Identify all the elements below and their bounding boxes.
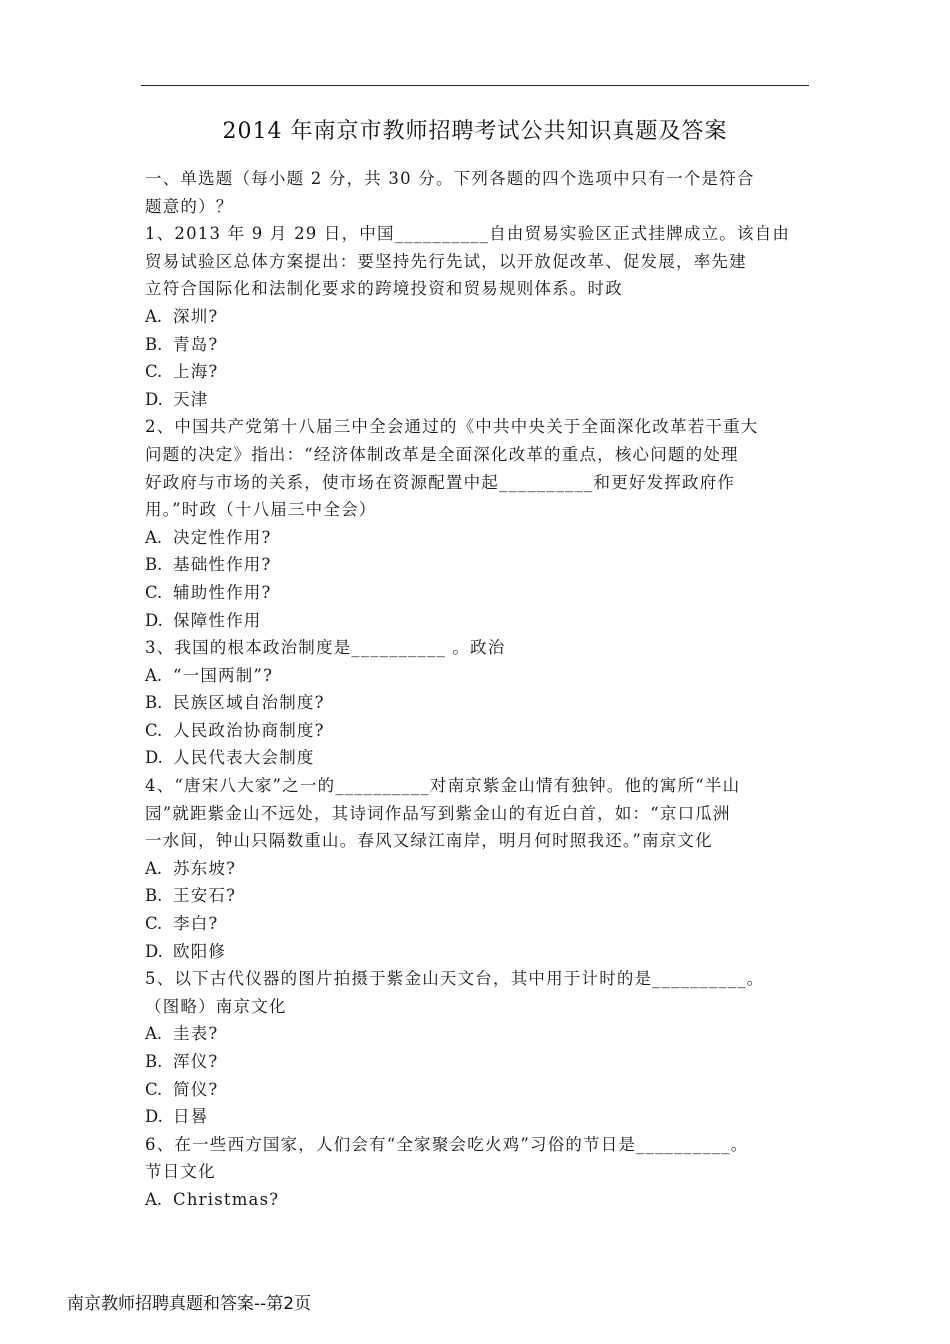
question-4 — [145, 772, 810, 965]
document-body — [145, 165, 810, 1214]
option-letter: C. — [145, 720, 163, 740]
question-text-line: 5、以下古代仪器的图片拍摄于紫金山天文台，其中用于计时的是__________。 — [145, 969, 765, 989]
question-text-line: 立符合国际化和法制化要求的跨境投资和贸易规则体系。时政 — [145, 279, 623, 299]
question-text-line: 一水间，钟山只隔数重山。春风又绿江南岸，明月何时照我还。”南京文化 — [145, 831, 713, 851]
option-letter: B. — [145, 886, 163, 906]
option-b — [145, 551, 810, 579]
question-text-line: 4、“唐宋八大家”之一的__________对南京紫金山情有独钟。他的寓所“半山 — [145, 776, 741, 796]
option-d — [145, 744, 810, 772]
option-text: 浑仪? — [173, 1052, 219, 1071]
option-letter: D. — [145, 389, 163, 409]
option-letter: D. — [145, 748, 163, 768]
option-b — [145, 689, 810, 717]
option-text: 欧阳修 — [173, 941, 227, 961]
question-6 — [145, 1131, 810, 1214]
question-text-line: 3、我国的根本政治制度是__________ 。政治 — [145, 638, 506, 658]
question-text-line: 用。”时政（十八届三中全会） — [145, 500, 377, 520]
option-letter: D. — [145, 1107, 163, 1127]
option-a — [145, 524, 810, 552]
document-title: 2014 年南京市教师招聘考试公共知识真题及答案 — [222, 119, 728, 144]
option-c — [145, 579, 810, 607]
option-text: 李白? — [173, 914, 219, 934]
question-text-line: 好政府与市场的关系，使市场在资源配置中起__________和更好发挥政府作 — [145, 472, 736, 492]
question-3 — [145, 634, 810, 772]
option-letter: B. — [145, 1052, 163, 1071]
option-a — [145, 1020, 810, 1048]
option-text: 决定性作用? — [173, 527, 272, 547]
question-5 — [145, 965, 810, 1131]
question-text-line: 2、中国共产党第十八届三中全会通过的《中共中央关于全面深化改革若干重大 — [145, 417, 759, 437]
option-letter: A. — [145, 858, 163, 878]
header-rule — [141, 85, 809, 86]
option-letter: C. — [145, 582, 163, 602]
option-text: 保障性作用 — [173, 610, 262, 630]
question-text-line: 节日文化 — [145, 1162, 216, 1182]
option-a — [145, 662, 810, 690]
question-text-line: （图略）南京文化 — [145, 996, 287, 1016]
section-heading-line: 题意的）？ — [145, 196, 234, 216]
option-text: 深圳? — [173, 306, 219, 326]
option-d — [145, 938, 810, 966]
option-letter: D. — [145, 610, 163, 630]
option-letter: A. — [145, 527, 163, 547]
option-b — [145, 331, 810, 359]
option-text: 圭表? — [173, 1024, 219, 1044]
option-a — [145, 303, 810, 331]
option-text: 民族区域自治制度? — [173, 693, 325, 713]
option-d — [145, 607, 810, 635]
question-2 — [145, 413, 810, 634]
option-d — [145, 1103, 810, 1131]
section-heading-line: 一、单选题（每小题 2 分，共 30 分。下列各题的四个选项中只有一个是符合 — [145, 169, 755, 188]
option-letter: C. — [145, 1079, 163, 1099]
option-letter: B. — [145, 334, 163, 354]
option-text: Christmas? — [173, 1189, 280, 1209]
option-letter: B. — [145, 693, 163, 713]
option-letter: A. — [145, 1024, 163, 1044]
option-text: 王安石? — [173, 886, 237, 906]
question-text-line: 问题的决定》指出：“经济体制改革是全面深化改革的重点，核心问题的处理 — [145, 444, 739, 464]
option-text: 人民政治协商制度? — [173, 720, 325, 740]
option-text: 简仪? — [173, 1079, 219, 1099]
option-letter: A. — [145, 665, 163, 685]
question-text-line: 贸易试验区总体方案提出：要坚持先行先试，以开放促改革、促发展，率先建 — [145, 251, 747, 271]
option-text: 人民代表大会制度 — [173, 748, 315, 768]
option-c — [145, 1076, 810, 1104]
option-letter: A. — [145, 1189, 163, 1209]
option-letter: C. — [145, 362, 163, 382]
option-text: 基础性作用? — [173, 555, 272, 575]
option-letter: C. — [145, 914, 163, 934]
option-c — [145, 910, 810, 938]
option-c — [145, 717, 810, 745]
question-text-line: 1、2013 年 9 月 29 日，中国__________自由贸易实验区正式挂牌成立。该自由 — [145, 224, 791, 244]
option-letter: B. — [145, 555, 163, 575]
option-a — [145, 855, 810, 883]
option-text: 苏东坡? — [173, 858, 237, 878]
option-text: 上海? — [173, 362, 219, 382]
option-b — [145, 1048, 810, 1076]
question-text-line: 6、在一些西方国家，人们会有“全家聚会吃火鸡”习俗的节日是__________。 — [145, 1134, 749, 1154]
page-footer: 南京教师招聘真题和答案--第2页 — [67, 1294, 312, 1314]
option-text: 日晷 — [173, 1107, 209, 1127]
option-c — [145, 358, 810, 386]
option-b — [145, 882, 810, 910]
option-a — [145, 1186, 810, 1214]
option-letter: D. — [145, 941, 163, 961]
option-text: “一国两制”? — [173, 665, 274, 685]
option-d — [145, 386, 810, 414]
option-letter: A. — [145, 306, 163, 326]
option-text: 青岛? — [173, 334, 219, 354]
question-text-line: 园”就距紫金山不远处，其诗词作品写到紫金山的有近白首，如：“京口瓜洲 — [145, 803, 731, 823]
option-text: 天津 — [173, 389, 209, 409]
option-text: 辅助性作用? — [173, 582, 272, 602]
question-1 — [145, 220, 810, 413]
